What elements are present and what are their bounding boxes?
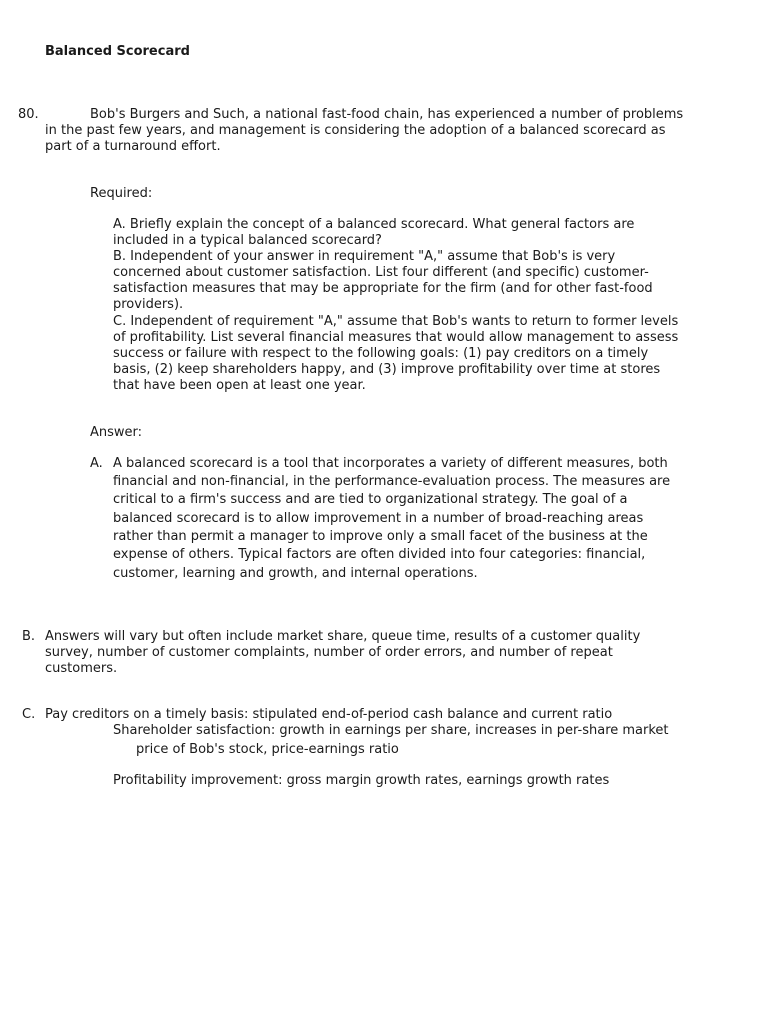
answer-a-marker: A. [90,456,103,471]
answer-c-line: Profitability improvement: gross margin growth rates, earnings growth rates [113,773,610,788]
answer-c-line: price of Bob's stock, price-earnings ratio [136,742,399,757]
answer-a-line: customer, learning and growth, and internal operations. [113,566,478,581]
question-line: in the past few years, and management is considering the adoption of a balanced scorecard as [45,123,666,138]
required-line: success or failure with respect to the following goals: (1) pay creditors on a timely [113,346,649,361]
required-line: basis, (2) keep shareholders happy, and (3) improve profitability over time at stores [113,362,661,377]
answer-b-line: customers. [45,661,118,676]
required-line: A. Briefly explain the concept of a balanced scorecard. What general factors are [113,217,635,232]
answer-a-line: rather than permit a manager to improve only a small facet of the business at the [113,529,648,544]
required-line: satisfaction measures that may be appropriate for the firm (and for other fast-food [113,281,653,296]
answer-a-line: A balanced scorecard is a tool that incorporates a variety of different measures, both [113,456,668,471]
required-line: included in a typical balanced scorecard? [113,233,382,248]
page-title: Balanced Scorecard [45,44,190,59]
answer-b-line: Answers will vary but often include market share, queue time, results of a customer quality [45,629,641,644]
question-line: part of a turnaround effort. [45,139,221,154]
required-label: Required: [90,186,153,201]
question-number: 80. [18,107,39,122]
required-line: concerned about customer satisfaction. List four different (and specific) customer- [113,265,649,280]
answer-a-line: balanced scorecard is to allow improvement in a number of broad-reaching areas [113,511,644,526]
answer-c-line: Shareholder satisfaction: growth in earnings per share, increases in per-share market [113,723,669,738]
required-line: that have been open at least one year. [113,378,366,393]
required-line: B. Independent of your answer in requirement "A," assume that Bob's is very [113,249,616,264]
answer-a-line: critical to a firm's success and are tied to organizational strategy. The goal of a [113,492,628,507]
question-line: Bob's Burgers and Such, a national fast-food chain, has experienced a number of problems [90,107,684,122]
required-line: of profitability. List several financial measures that would allow management to assess [113,330,679,345]
answer-a-line: expense of others. Typical factors are often divided into four categories: financial, [113,547,646,562]
answer-c-marker: C. [22,707,36,722]
answer-b-line: survey, number of customer complaints, number of order errors, and number of repeat [45,645,613,660]
answer-b-marker: B. [22,629,36,644]
answer-label: Answer: [90,425,143,440]
required-line: providers). [113,297,184,312]
answer-c-line: Pay creditors on a timely basis: stipulated end-of-period cash balance and current ratio [45,707,613,722]
required-line: C. Independent of requirement "A," assume that Bob's wants to return to former levels [113,314,679,329]
answer-a-line: financial and non-financial, in the performance-evaluation process. The measures are [113,474,671,489]
